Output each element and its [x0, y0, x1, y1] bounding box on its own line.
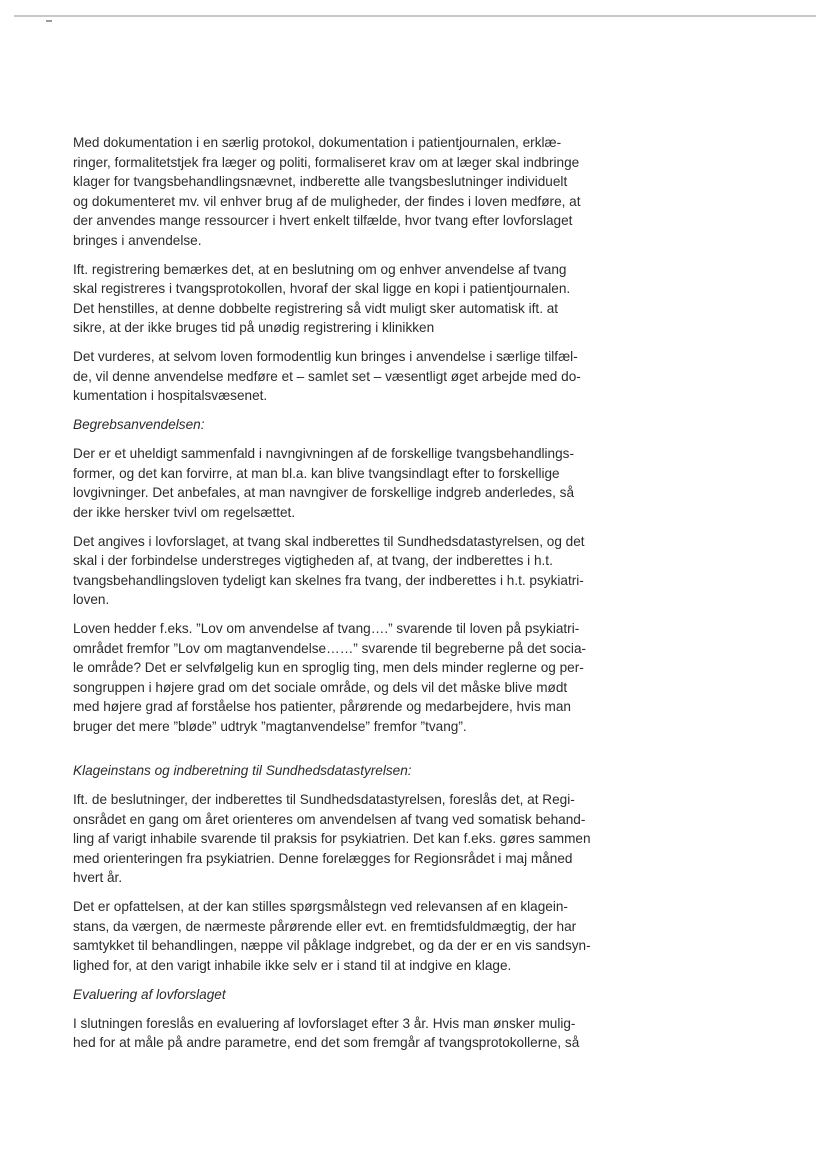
text-line: ringer, formalitetstjek fra læger og politi, formaliseret krav om at læger skal indbringe: [73, 154, 580, 170]
text-line: onsrådet en gang om året orienteres om anvendelsen af tvang ved somatisk behand-: [73, 811, 586, 827]
text-line: bruger det mere ”bløde” udtryk ”magtanvendelse” fremfor ”tvang”.: [73, 718, 467, 734]
text-line: og dokumenteret mv. vil enhver brug af de muligheder, der findes i loven medføre, at: [73, 193, 581, 209]
paragraph-evaluering: [73, 1014, 608, 1053]
text-line: med orienteringen fra psykiatrien. Denne forelægges for Regionsrådet i maj måned: [73, 850, 573, 866]
paragraph-klageinstans: [73, 897, 608, 975]
text-line: skal registreres i tvangsprotokollen, hvoraf der skal ligge en kopi i patientjournalen.: [73, 281, 571, 296]
text-line: hvert år.: [73, 870, 123, 885]
paragraph-lovnavn: [73, 619, 608, 736]
section-heading-evaluering: Evaluering af lovforslaget: [73, 986, 226, 1002]
text-line: Det henstilles, at denne dobbelte registrering så vidt muligt sker automatisk ift. at: [73, 300, 559, 316]
text-line: ling af varigt inhabile svarende til praksis for psykiatrien. Det kan f.eks. gøres sammen: [73, 831, 591, 846]
paragraph-sammenfald: [73, 444, 608, 522]
text-line: I slutningen foreslås en evaluering af lovforslaget efter 3 år. Hvis man ønsker mulig-: [73, 1015, 576, 1031]
text-line: Loven hedder f.eks. ”Lov om anvendelse af tvang….” svarende til loven på psykiatri-: [73, 621, 580, 636]
text-line: skal i der forbindelse understreges vigtigheden af, at tvang, der indberettes i h.t.: [73, 553, 553, 568]
text-line: le område? Det er selvfølgelig kun en sproglig ting, men dels minder reglerne og per-: [73, 660, 584, 675]
text-line: Der er et uheldigt sammenfald i navngivningen af de forskellige tvangsbehandlings-: [73, 446, 575, 461]
text-line: der ikke hersker tvivl om regelsættet.: [73, 504, 296, 520]
text-line: lighed for, at den varigt inhabile ikke selv er i stand til at indgive en klage.: [73, 957, 512, 973]
text-line: tvangsbehandlingsloven tydeligt kan skelnes fra tvang, der indberettes i h.t. psykiatri-: [73, 572, 584, 588]
text-line: hed for at måle på andre parametre, end det som fremgår af tvangsprotokollerne, så: [73, 1035, 580, 1050]
scan-mark: [46, 20, 52, 22]
text-line: klager for tvangsbehandlingsnævnet, indberette alle tvangsbeslutninger individuelt: [73, 174, 568, 189]
paragraph-registrering: [73, 260, 608, 338]
section-heading-begrebsanvendelsen: Begrebsanvendelsen:: [73, 417, 205, 432]
section-heading-klageinstans: Klageinstans og indberetning til Sundhedsdatastyrelsen:: [73, 763, 412, 778]
text-line: Med dokumentation i en særlig protokol, dokumentation i patientjournalen, erklæ-: [73, 135, 562, 150]
text-line: kumentation i hospitalsvæsenet.: [73, 388, 268, 403]
text-line: Det er opfattelsen, at der kan stilles spørgsmålstegn ved relevansen af en klagein-: [73, 899, 568, 914]
paragraph-indberetning: [73, 532, 608, 610]
text-line: de, vil denne anvendelse medføre et – samlet set – væsentligt øget arbejde med do-: [73, 368, 581, 384]
text-line: songruppen i højere grad om det sociale område, og dels vil det måske blive mødt: [73, 679, 568, 695]
text-line: sikre, at der ikke bruges tid på unødig registrering i klinikken: [73, 320, 435, 335]
paragraph-vurdering: [73, 347, 608, 406]
text-line: der anvendes mange ressourcer i hvert enkelt tilfælde, hvor tvang efter lovforslaget: [73, 213, 573, 228]
text-line: med højere grad af forståelse hos patienter, pårørende og medarbejdere, hvis man: [73, 699, 571, 714]
text-line: Det vurderes, at selvom loven formodentlig kun bringes i anvendelse i særlige tilfæl-: [73, 349, 578, 364]
text-line: bringes i anvendelse.: [73, 232, 202, 248]
text-line: Ift. registrering bemærkes det, at en beslutning om og enhver anvendelse af tvang: [73, 261, 567, 277]
text-line: Ift. de beslutninger, der indberettes til Sundhedsdatastyrelsen, foreslås det, at Regi-: [73, 792, 575, 807]
paragraph-regionsraadet: [73, 790, 608, 888]
text-line: former, og det kan forvirre, at man bl.a. kan blive tvangsindlagt efter to forskellige: [73, 465, 560, 481]
text-line: stans, da værgen, de nærmeste pårørende eller evt. en fremtidsfuldmægtig, der har: [73, 918, 577, 934]
scan-border-line: [14, 15, 816, 17]
text-line: loven.: [73, 592, 110, 607]
text-line: Det angives i lovforslaget, at tvang skal indberettes til Sundhedsdatastyrelsen, og det: [73, 533, 585, 549]
text-line: området fremfor ”Lov om magtanvendelse……” svarende til begreberne på det socia-: [73, 640, 587, 656]
text-line: samtykket til behandlingen, næppe vil påklage indgrebet, og da der er en vis sandsyn-: [73, 938, 591, 953]
paragraph-dokumentation: [73, 133, 608, 250]
text-line: lovgivninger. Det anbefales, at man navngiver de forskellige indgreb anderledes, så: [73, 485, 575, 500]
document-body: [73, 133, 608, 1062]
